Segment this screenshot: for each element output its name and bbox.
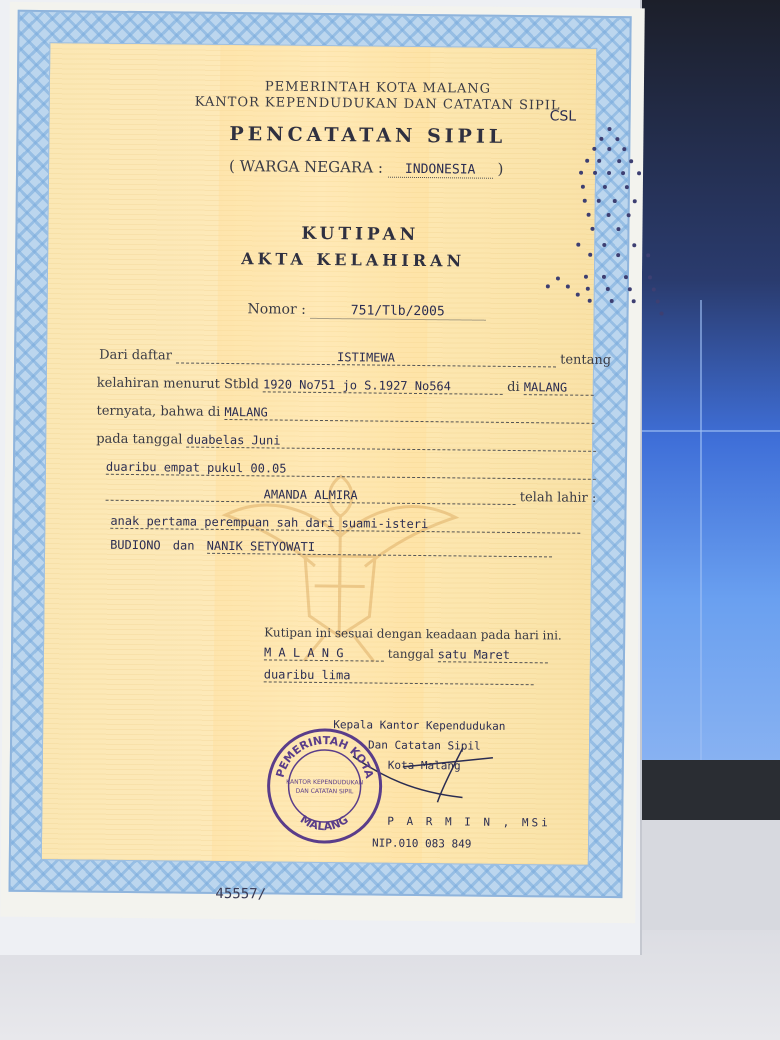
ternyata-value: MALANG: [224, 405, 594, 424]
tentang-label: tentang: [560, 352, 612, 369]
mother-name: NANIK SETYOWATI: [207, 539, 552, 558]
svg-text:MALANG: [298, 813, 351, 834]
dari-value: ISTIMEWA: [176, 348, 556, 367]
stbld-value: 1920 No751 jo S.1927 No564: [263, 377, 503, 395]
row-dari-daftar: [99, 348, 611, 368]
tanggal-value: duabelas Juni: [186, 433, 596, 452]
stamp-middle-1: KANTOR KEPENDUDUKAN: [286, 778, 364, 787]
tahun-value: duaribu empat pukul 00.05: [106, 460, 596, 480]
tile-grout: [700, 300, 702, 780]
issuance-date: satu Maret: [438, 647, 548, 663]
tile-grout: [640, 430, 780, 432]
signatory-title-3: Kota Malang: [387, 758, 461, 773]
document-title-1: KUTIPAN: [301, 223, 420, 246]
citizenship-label: ( WARGA NEGARA :: [229, 157, 384, 177]
dari-label: Dari daftar: [99, 347, 172, 364]
stamp-middle-2: DAN CATATAN SIPIL: [295, 787, 354, 796]
stamp-bottom-text: MALANG: [297, 812, 351, 834]
row-nama-anak: [106, 486, 597, 506]
row-anak: [110, 514, 580, 534]
issuance-place-date: [264, 645, 548, 663]
official-stamp-icon: [264, 725, 385, 846]
garuda-watermark-icon: [214, 445, 466, 678]
ternyata-label: ternyata, bahwa di: [96, 403, 221, 420]
citizenship-close: ): [497, 159, 504, 178]
svg-text:PEMERINTAH KOTA: [274, 733, 377, 780]
row-ternyata: [96, 404, 594, 424]
issuance-statement: Kutipan ini sesuai dengan keadaan pada hari ini.: [264, 625, 562, 643]
certificate-sheet: [0, 2, 645, 924]
header-line-1: PEMERINTAH KOTA MALANG: [264, 79, 492, 97]
issuance-place: M A L A N G: [264, 645, 384, 661]
row-tanggal: [96, 432, 596, 452]
child-name: AMANDA ALMIRA: [106, 486, 516, 505]
background-wall-lower: [620, 820, 780, 940]
certificate-body: [41, 42, 612, 866]
row-orangtua: [110, 538, 552, 558]
header-line-2: KANTOR KEPENDUDUKAN DAN CATATAN SIPIL: [194, 94, 561, 114]
di-value: MALANG: [524, 380, 594, 396]
citizenship-line: [229, 157, 503, 179]
perforation-stamp-icon: [538, 126, 680, 317]
serial-number: 45557/: [215, 885, 267, 903]
background-wall: [640, 0, 780, 800]
stamp-top-text: PEMERINTAH KOTA: [273, 733, 376, 780]
anak-text: anak pertama perempuan sah dari suami-isteri: [110, 514, 580, 534]
row-kelahiran: [97, 376, 594, 396]
certificate-border: [8, 10, 631, 898]
citizenship-value: INDONESIA: [388, 162, 493, 179]
telah-lahir-label: telah lahir :: [519, 490, 597, 506]
signatory-title-2: Dan Catatan Sipil: [367, 738, 481, 753]
signatory-nip: NIP.010 083 849: [371, 836, 472, 851]
csl-code: CSL: [549, 108, 577, 125]
dan-label: dan: [172, 538, 195, 553]
background-ledge: [620, 760, 780, 820]
row-tahun: [106, 460, 596, 480]
nomor-value: 751/Tlb/2005: [310, 303, 485, 321]
signatory-name: P A R M I N , MSi: [387, 814, 551, 830]
document-number: [248, 301, 486, 320]
tanggal-label: pada tanggal: [96, 431, 183, 448]
di-label: di: [507, 379, 520, 396]
signatory-title-1: Kepala Kantor Kependudukan: [333, 718, 506, 733]
father-name: BUDIONO: [110, 537, 161, 553]
issuance-year-row: [264, 667, 534, 685]
nomor-label: Nomor :: [247, 301, 306, 318]
page-title: PENCATATAN SIPIL: [229, 123, 507, 148]
document-title-2: AKTA KELAHIRAN: [241, 249, 466, 271]
kelahiran-label: kelahiran menurut Stbld: [96, 375, 260, 393]
issuance-tanggal-label: tanggal: [387, 646, 434, 662]
issuance-year: duaribu lima: [264, 667, 534, 685]
